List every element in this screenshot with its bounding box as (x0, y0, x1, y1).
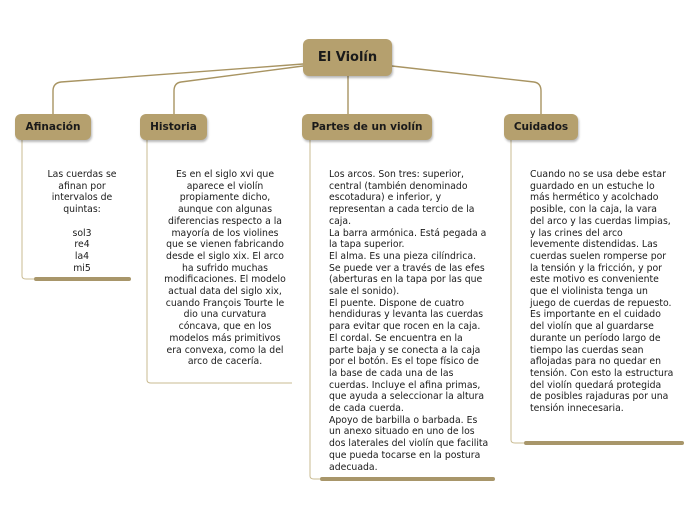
note-historia: Es en el siglo xvi que aparece el violín propiamente dicho, aunque con algunas diferencias respecto a la mayoría de los violines que se vienen fabricando desde el siglo xix. El arco ha sufrido muchas modificaciones. El modelo actual data del siglo xix, cuando François Tourte le dio una curvatura cóncava, que en los modelos más primitivos era convexa, como la del arco de cacería. (164, 169, 286, 368)
topic-historia[interactable]: Historia (140, 114, 207, 140)
topic-afinacion[interactable]: Afinación (15, 114, 91, 140)
root-topic[interactable]: El Violín (303, 39, 392, 76)
note-partes-de-un-violin: Los arcos. Son tres: superior, central (también denominado escotadura) e inferior, y representan a cada tercio de la caja. La barra armónica. Está pegada a la tapa superior. El alma. Es una pieza cilíndrica. Se puede ver a través de las efes (aberturas en la tapa por las que sale el sonido). El puente. Dispone de cuatro hendiduras y levanta las cuerdas para evitar que rocen en la caja. El cordal. Se encuentra en la parte baja y se conecta a la caja por el botón. Es el tope físico de la base de cada una de las cuerdas. Incluye el afina primas, que ayuda a seleccionar la altura de cada cuerda. Apoyo de barbilla o barbada. Es un anexo situado en uno de los dos laterales del violín que facilita que pueda tocarse en la postura adecuada. (329, 169, 489, 473)
bracket-cuidados (511, 140, 524, 443)
connector-cuidados (392, 66, 541, 114)
topic-partes-de-un-violin[interactable]: Partes de un violín (302, 114, 432, 140)
topic-cuidados[interactable]: Cuidados (504, 114, 578, 140)
bracket-partes (310, 140, 320, 479)
note-afinacion: Las cuerdas se afinan por intervalos de quintas: sol3 re4 la4 mi5 (47, 169, 117, 274)
connector-historia (174, 66, 303, 114)
bracket-afinacion (22, 140, 34, 279)
note-cuidados: Cuando no se usa debe estar guardado en un estuche lo más hermético y acolchado posible, con la caja, la vara del arco y las cuerdas limpias, y las crines del arco levemente distendidas. Las cuerdas suelen romperse por la tensión y la fricción, y por este motivo es conveniente que el violinista tenga un juego de cuerdas de repuesto. Es importante en el cuidado del violín que al guardarse durante un período largo de tiempo las cuerdas sean aflojadas para no quedar en tensión. Con esto la estructura del violín quedará protegida de posibles rajaduras por una tensión innecesaria. (530, 169, 674, 415)
